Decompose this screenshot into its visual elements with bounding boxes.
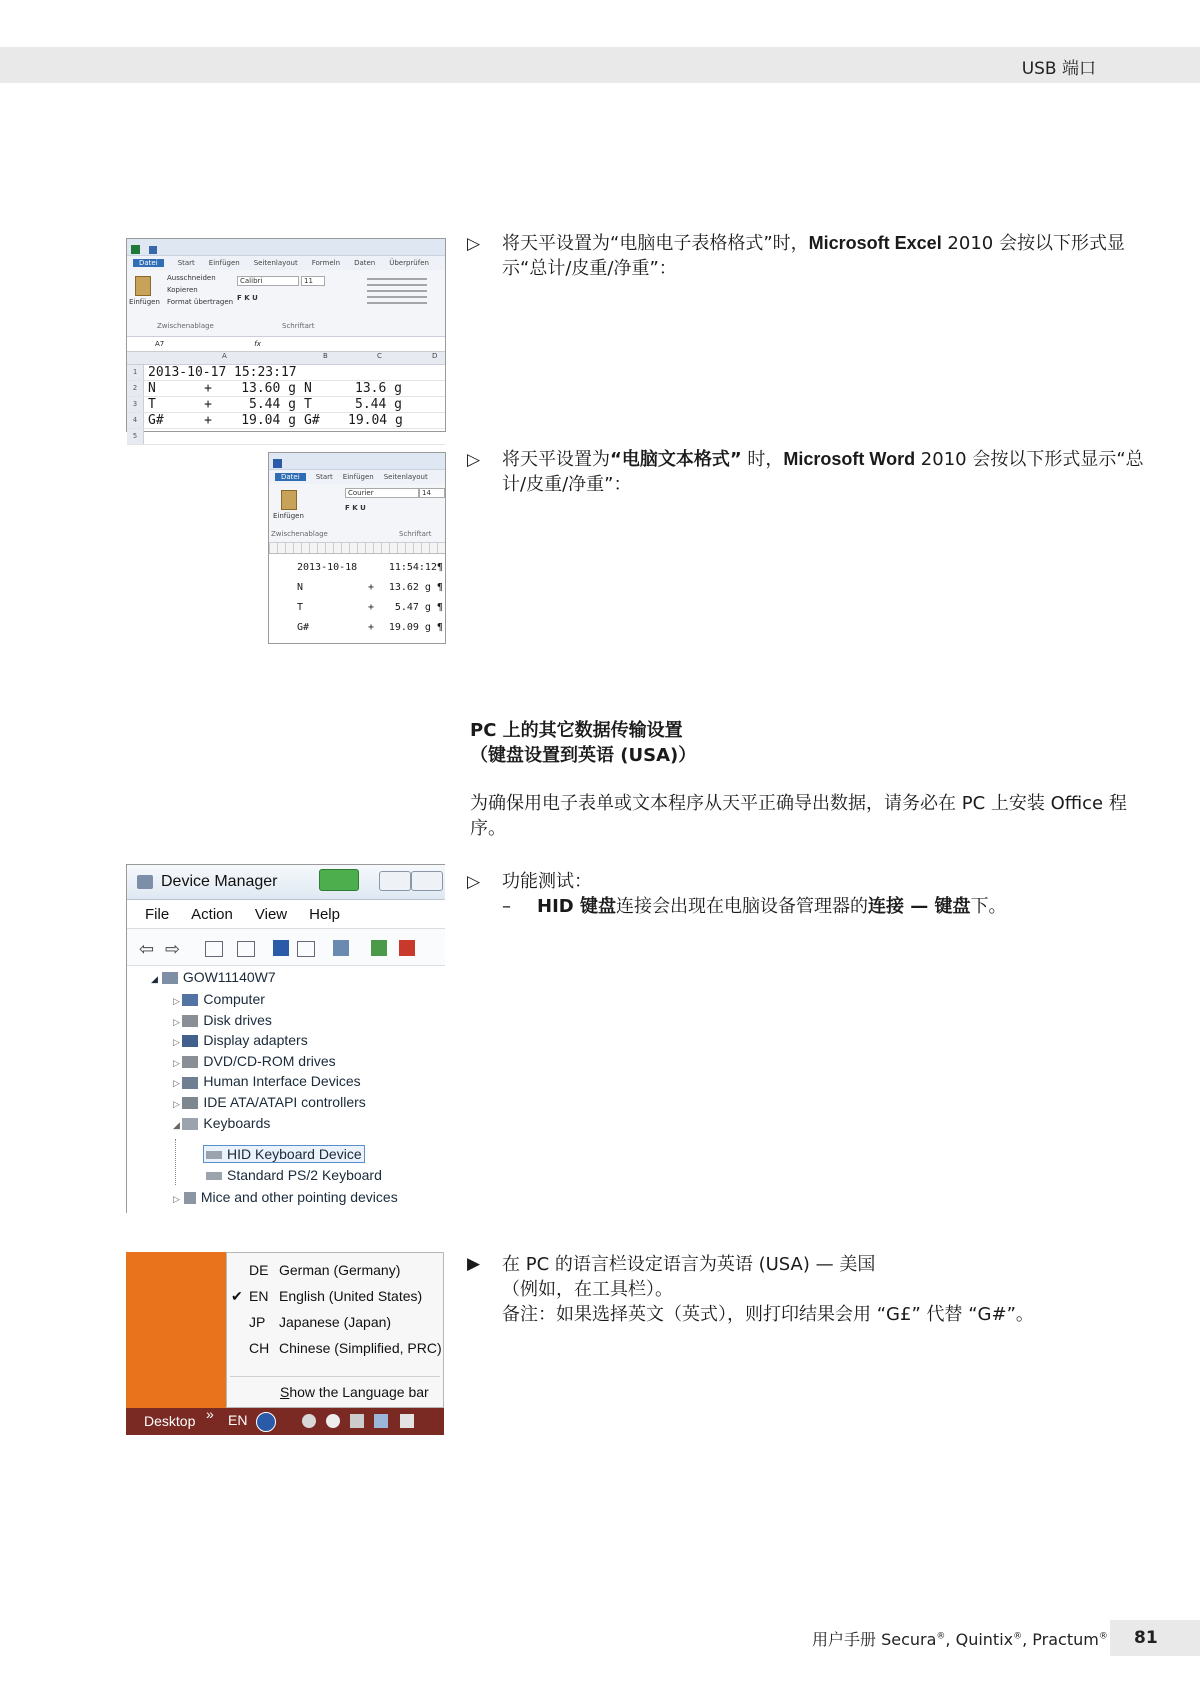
paste-icon[interactable]	[135, 276, 151, 296]
mice-label: Mice and other pointing devices	[200, 1189, 398, 1205]
excel-cell[interactable]: G#	[304, 413, 320, 428]
excel-cell[interactable]: G#	[148, 413, 164, 428]
show-language-bar[interactable]	[280, 1384, 429, 1400]
word-font-group-label: Schriftart	[399, 530, 432, 538]
tab-insert[interactable]: Einfügen	[208, 259, 240, 267]
expand-arrow-icon[interactable]: ▷	[173, 1016, 183, 1027]
word-line	[297, 578, 445, 598]
tray-icon-4[interactable]	[374, 1414, 388, 1428]
align-icons[interactable]	[367, 278, 427, 308]
excel-rows	[127, 365, 445, 445]
dm-mid: 连接会出现在电脑设备管理器的	[615, 896, 868, 917]
expanded-arrow-icon[interactable]: ◢	[173, 1119, 183, 1130]
word-tab-start[interactable]: Start	[315, 473, 333, 481]
word-line-text[interactable]: 19.09 g ¶	[388, 622, 443, 633]
excel-cell[interactable]: +	[204, 381, 212, 396]
format-painter-button[interactable]: Format übertragen	[167, 298, 234, 306]
section-heading-line1: PC 上的其它数据传输设置	[470, 720, 683, 741]
word-line-text[interactable]: +	[367, 582, 375, 593]
word-app-icon	[273, 459, 282, 468]
word-ruler	[269, 543, 445, 554]
tree-item[interactable]	[173, 991, 265, 1007]
uninstall-icon[interactable]	[399, 940, 415, 956]
footer-quintix: , Quintix	[945, 1630, 1014, 1649]
forward-arrow-icon[interactable]: ⇨	[165, 939, 181, 960]
col-b[interactable]: B	[323, 352, 328, 360]
excel-screenshot	[126, 238, 446, 440]
tab-review[interactable]: Überprüfen	[389, 259, 429, 267]
reg-mark-1: ®	[936, 1631, 946, 1642]
lang-line2: （例如，在工具栏）。	[502, 1279, 673, 1300]
font-size-select[interactable]: 11	[301, 276, 325, 286]
keyboards-icon	[182, 1118, 198, 1130]
expand-arrow-icon[interactable]: ▷	[173, 996, 183, 1006]
ide-controller-icon	[182, 1097, 198, 1109]
word-paste-label[interactable]: Einfügen	[273, 512, 304, 520]
word-line-text[interactable]: 11:54:12¶	[388, 562, 443, 573]
section-heading-line2: （键盘设置到英语 (USA)）	[470, 745, 697, 766]
word-line-text[interactable]: G#	[297, 622, 310, 633]
tree-root-label: GOW11140W7	[182, 969, 276, 985]
dm-line2	[537, 894, 1157, 919]
row-number[interactable]: 2	[127, 381, 144, 396]
bullet-language: ▶	[467, 1254, 481, 1274]
word-format-buttons[interactable]: F K U	[345, 504, 366, 512]
tab-formulas[interactable]: Formeln	[311, 259, 341, 267]
mouse-icon	[184, 1192, 196, 1204]
computer-root-icon	[162, 972, 178, 984]
tree-item-label: DVD/CD-ROM drives	[203, 1052, 336, 1069]
tab-file[interactable]: Datei	[133, 259, 164, 267]
hid-keyboard-device[interactable]	[203, 1145, 365, 1163]
excel-cell[interactable]	[182, 429, 230, 444]
paste-label[interactable]: Einfügen	[129, 298, 160, 306]
tray-icon-5[interactable]	[400, 1414, 414, 1428]
taskbar-language[interactable]: EN	[228, 1412, 248, 1428]
back-arrow-icon[interactable]: ⇦	[139, 939, 155, 960]
tree-item[interactable]	[173, 1115, 270, 1131]
tree-item-label: Keyboards	[203, 1114, 271, 1131]
excel-cell[interactable]	[296, 429, 344, 444]
bullet-excel: ▷	[467, 234, 481, 254]
menu-help[interactable]: Help	[309, 905, 340, 923]
ps2-keyboard-label: Standard PS/2 Keyboard	[227, 1167, 382, 1183]
bullet-device-manager: ▷	[467, 872, 481, 892]
row-number[interactable]: 3	[127, 397, 144, 412]
word-line-text[interactable]: T	[297, 602, 304, 613]
tree-item[interactable]	[173, 1032, 308, 1048]
excel-cell[interactable]	[296, 365, 344, 380]
dm-highlight-icon[interactable]	[319, 869, 359, 891]
language-menu-divider	[230, 1376, 440, 1377]
menu-action[interactable]: Action	[191, 905, 233, 923]
expand-arrow-icon[interactable]: ▷	[173, 1099, 183, 1109]
excel-cell[interactable]	[344, 365, 402, 380]
excel-text-post: 2010 会按以下形式显示“总计/皮重/净重”：	[502, 233, 1125, 279]
dvd-drive-icon	[182, 1056, 198, 1068]
save-icon[interactable]	[149, 246, 157, 254]
show-bar-accesskey: S	[280, 1384, 290, 1400]
tree-item-mice[interactable]: ▷ Mice and other pointing devices	[173, 1189, 398, 1205]
header-bar	[0, 47, 1200, 83]
word-line-text[interactable]: 5.47 g ¶	[394, 602, 443, 613]
word-tab-file[interactable]: Datei	[275, 473, 306, 481]
excel-cell[interactable]: +	[204, 413, 212, 428]
keyboard-icon	[206, 1151, 222, 1159]
page-number: 81	[1134, 1628, 1158, 1648]
menu-file[interactable]: File	[145, 905, 170, 923]
excel-title-bar	[127, 239, 445, 256]
language-code: CH	[249, 1340, 270, 1356]
excel-text-pre: 将天平设置为“电脑电子表格格式”时，	[502, 233, 809, 254]
computer-icon	[182, 994, 198, 1006]
word-line	[297, 598, 445, 618]
tab-layout[interactable]: Seitenlayout	[253, 259, 298, 267]
row-number[interactable]: 4	[127, 413, 144, 428]
word-line	[297, 618, 445, 638]
tab-start[interactable]: Start	[177, 259, 195, 267]
word-screenshot	[268, 452, 446, 644]
excel-cell[interactable]: 5.44 g	[249, 397, 296, 412]
excel-cell[interactable]: 15:23:17	[234, 365, 297, 380]
dm-bold2: 连接 — 键盘	[867, 896, 971, 917]
word-line-text[interactable]: +	[367, 602, 375, 613]
device-manager-icon	[137, 875, 153, 889]
excel-ribbon	[127, 270, 445, 337]
tree-item-label: Human Interface Devices	[203, 1073, 361, 1090]
language-option[interactable]	[231, 1262, 400, 1278]
dm-line1: 功能测试：	[502, 871, 592, 892]
language-code: DE	[249, 1262, 269, 1278]
word-line	[297, 558, 445, 578]
excel-cell[interactable]: N	[148, 381, 156, 396]
tree-item[interactable]	[173, 1094, 366, 1110]
excel-text-bold: Microsoft Excel	[808, 233, 942, 253]
language-option[interactable]	[231, 1288, 422, 1305]
excel-ribbon-tabs	[127, 256, 445, 270]
language-name: Chinese (Simplified, PRC)	[279, 1340, 442, 1356]
tree-item-label: Disk drives	[203, 1011, 272, 1028]
excel-app-icon	[131, 245, 140, 254]
tree-item[interactable]	[173, 1073, 361, 1089]
excel-cell[interactable]	[182, 365, 230, 380]
word-ribbon	[269, 484, 445, 543]
keyboard-icon	[206, 1172, 222, 1180]
reg-mark-3: ®	[1098, 1631, 1108, 1642]
row-number[interactable]: 1	[127, 365, 144, 380]
language-code: EN	[249, 1288, 269, 1304]
word-paste-icon[interactable]	[281, 490, 297, 510]
bullet-word: ▷	[467, 450, 481, 470]
word-tab-layout[interactable]: Seitenlayout	[383, 473, 428, 481]
font-group-label: Schriftart	[282, 322, 315, 330]
word-tab-insert[interactable]: Einfügen	[342, 473, 374, 481]
footer-text	[812, 1627, 1108, 1650]
dm-bold1: HID 键盘	[537, 896, 616, 917]
row-number[interactable]: 5	[127, 429, 144, 444]
taskbar-desktop[interactable]: Desktop	[144, 1413, 196, 1429]
font-name-select[interactable]: Calibri	[237, 276, 299, 286]
tree-root[interactable]: ◢ GOW11140W7	[151, 969, 276, 985]
expand-arrow-icon[interactable]: ▷	[173, 1057, 183, 1068]
word-size-select[interactable]: 14	[419, 488, 445, 498]
excel-row	[127, 413, 445, 429]
excel-cell[interactable]: 2013-10-17	[148, 365, 227, 380]
word-line-text[interactable]: +	[367, 622, 375, 633]
excel-cell[interactable]: 19.04 g	[241, 413, 296, 428]
clipboard-group-label: Zwischenablage	[157, 322, 214, 330]
dm-menu-bar	[127, 900, 445, 929]
word-line-text[interactable]	[359, 558, 383, 578]
menu-view[interactable]: View	[254, 905, 288, 923]
dm-window-title: Device Manager	[161, 873, 278, 890]
display-adapter-icon	[182, 1035, 198, 1047]
lang-line1: 在 PC 的语言栏设定语言为英语 (USA) — 美国	[502, 1254, 876, 1275]
word-description	[502, 447, 1162, 497]
section-paragraph: 为确保用电子表单或文本程序从天平正确导出数据，请务必在 PC 上安装 Office 程序。	[470, 793, 1127, 839]
excel-cell[interactable]: T	[148, 397, 156, 412]
word-text-bold1: “电脑文本格式”	[610, 449, 742, 470]
excel-column-headers	[127, 352, 445, 365]
expand-arrow-icon[interactable]: ▷	[173, 1078, 183, 1089]
language-name: English (United States)	[279, 1288, 423, 1304]
excel-row	[127, 397, 445, 413]
hid-icon	[182, 1077, 198, 1089]
cut-button[interactable]: Ausschneiden	[167, 274, 216, 282]
language-option[interactable]	[231, 1340, 442, 1356]
col-d[interactable]: D	[432, 352, 438, 360]
update-driver-icon[interactable]	[297, 941, 315, 957]
expand-arrow-icon[interactable]: ▷	[173, 1037, 183, 1048]
language-name: Japanese (Japan)	[279, 1314, 392, 1330]
taskbar	[126, 1408, 444, 1435]
tree-item-label: Computer	[203, 991, 265, 1007]
dm-end: 下。	[970, 896, 1007, 917]
language-code: JP	[249, 1314, 266, 1330]
excel-cell[interactable]	[144, 429, 182, 444]
copy-button[interactable]: Kopieren	[167, 286, 198, 294]
properties-icon[interactable]	[205, 941, 223, 957]
hid-keyboard-label: HID Keyboard Device	[227, 1146, 362, 1162]
font-format-buttons[interactable]: F K U	[237, 294, 258, 302]
excel-cell[interactable]: 5.44 g	[355, 397, 402, 412]
enable-icon[interactable]	[371, 940, 387, 956]
language-option[interactable]	[231, 1314, 391, 1330]
tree-item-label: Display adapters	[203, 1032, 308, 1049]
excel-description	[502, 231, 1152, 281]
word-line-text[interactable]: 2013-10-18	[297, 562, 358, 573]
footer-manual: 用户手册 Secura	[812, 1630, 937, 1649]
excel-formula-bar	[127, 337, 445, 352]
ps2-keyboard[interactable]	[206, 1167, 382, 1183]
tree-item[interactable]	[173, 1053, 336, 1069]
word-text-mid: 时，	[741, 449, 784, 470]
word-text-bold2: Microsoft Word	[783, 449, 916, 469]
word-ribbon-tabs	[269, 470, 445, 484]
word-text-pre: 将天平设置为	[502, 449, 610, 470]
excel-row	[127, 365, 445, 381]
excel-cell[interactable]: +	[204, 397, 212, 412]
lang-text	[502, 1252, 1162, 1327]
excel-cell[interactable]	[230, 429, 296, 444]
dm-toolbar	[127, 929, 445, 966]
excel-row	[127, 429, 445, 445]
excel-cell[interactable]	[344, 429, 402, 444]
footer-practum: , Practum	[1022, 1630, 1099, 1649]
help-icon[interactable]	[273, 940, 289, 956]
tree-item-label: IDE ATA/ATAPI controllers	[203, 1094, 366, 1110]
device-manager-screenshot	[126, 864, 445, 1213]
word-line-text[interactable]: N	[297, 582, 304, 593]
checkmark-icon: ✔	[231, 1288, 243, 1304]
word-document-lines	[269, 554, 445, 638]
section-heading	[470, 718, 696, 768]
keyboard-subtree-line	[175, 1139, 177, 1185]
help-circle-icon[interactable]	[256, 1412, 276, 1432]
tab-data[interactable]: Daten	[354, 259, 376, 267]
word-clipboard-label: Zwischenablage	[271, 530, 328, 538]
taskbar-chevron[interactable]: »	[206, 1406, 214, 1422]
col-c[interactable]: C	[377, 352, 382, 360]
excel-row	[127, 381, 445, 397]
minimize-button[interactable]	[379, 871, 411, 891]
col-a[interactable]: A	[222, 352, 227, 360]
tree-item[interactable]	[173, 1012, 272, 1028]
word-text-post: 2010 会按以下形式显示“总计/皮重/净重”：	[502, 449, 1144, 495]
dm-dash: –	[502, 896, 511, 917]
fx-icon[interactable]: fx	[254, 340, 261, 348]
word-line-text[interactable]: 13.62 g ¶	[388, 582, 443, 593]
dm-title-bar	[127, 865, 445, 900]
language-bar-screenshot	[126, 1252, 444, 1435]
excel-cell[interactable]: 19.04 g	[348, 413, 403, 428]
word-font-select[interactable]: Courier	[345, 488, 419, 498]
scan-icon[interactable]	[333, 940, 349, 956]
excel-cell[interactable]: 13.6 g	[355, 381, 402, 396]
lang-line3: 备注：如果选择英文（英式），则打印结果会用 “G£” 代替 “G#”。	[502, 1304, 1034, 1325]
word-title-bar	[269, 453, 445, 470]
tray-icon-2[interactable]	[326, 1414, 340, 1428]
tray-icon-3[interactable]	[350, 1414, 364, 1428]
reg-mark-2: ®	[1013, 1631, 1023, 1642]
excel-cell[interactable]: N	[304, 381, 312, 396]
tray-icon-1[interactable]	[302, 1414, 316, 1428]
excel-cell[interactable]: 13.60 g	[241, 381, 296, 396]
name-box[interactable]: A7	[155, 340, 165, 348]
list-icon[interactable]	[237, 941, 255, 957]
excel-cell[interactable]: T	[304, 397, 312, 412]
disk-drive-icon	[182, 1015, 198, 1027]
header-title: USB 端口	[1021, 59, 1096, 79]
maximize-button[interactable]	[411, 871, 443, 891]
show-bar-label: how the Language bar	[289, 1384, 429, 1400]
language-name: German (Germany)	[279, 1262, 401, 1278]
